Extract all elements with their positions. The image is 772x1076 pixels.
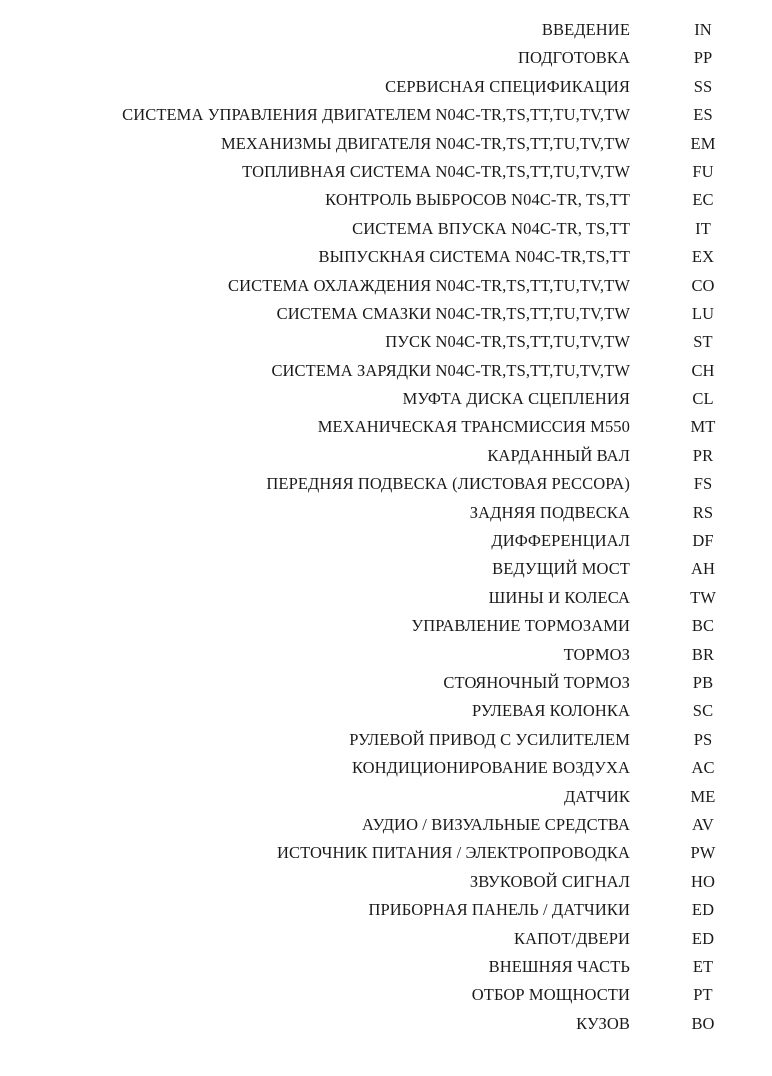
section-code: CH bbox=[691, 360, 715, 380]
toc-entry[interactable] bbox=[0, 896, 772, 924]
section-title: СИСТЕМА ЗАРЯДКИ N04C-TR,TS,TT,TU,TV,TW bbox=[271, 360, 630, 380]
section-title: ДИФФЕРЕНЦИАЛ bbox=[491, 531, 630, 551]
section-code: HO bbox=[690, 871, 716, 891]
section-title: МЕХАНИЧЕСКАЯ ТРАНСМИССИЯ M550 bbox=[317, 417, 630, 437]
section-code: PP bbox=[693, 48, 713, 68]
section-title: СИСТЕМА ОХЛАЖДЕНИЯ N04C-TR,TS,TT,TU,TV,TW bbox=[228, 275, 630, 295]
toc-entry[interactable] bbox=[0, 300, 772, 328]
toc-entry[interactable] bbox=[0, 215, 772, 243]
section-code: PS bbox=[693, 729, 713, 749]
toc-entry[interactable] bbox=[0, 754, 772, 782]
section-title: ПУСК N04C-TR,TS,TT,TU,TV,TW bbox=[385, 332, 630, 352]
section-title: ТОРМОЗ bbox=[563, 644, 630, 664]
section-title: ВЕДУЩИЙ МОСТ bbox=[492, 559, 630, 579]
toc-entry[interactable] bbox=[0, 385, 772, 413]
section-code: PR bbox=[692, 445, 714, 465]
section-code: AV bbox=[692, 814, 714, 834]
section-title: ЗВУКОВОЙ СИГНАЛ bbox=[469, 871, 630, 891]
toc-entry[interactable] bbox=[0, 555, 772, 583]
toc-entry[interactable] bbox=[0, 158, 772, 186]
section-title: ИСТОЧНИК ПИТАНИЯ / ЭЛЕКТРОПРОВОДКА bbox=[276, 843, 630, 863]
section-title: РУЛЕВАЯ КОЛОНКА bbox=[471, 701, 630, 721]
toc-entry[interactable] bbox=[0, 839, 772, 867]
toc-entry[interactable] bbox=[0, 186, 772, 214]
section-code: IT bbox=[695, 218, 711, 238]
toc-entry[interactable] bbox=[0, 669, 772, 697]
section-code: BC bbox=[691, 616, 715, 636]
toc-entry[interactable] bbox=[0, 442, 772, 470]
section-title: РУЛЕВОЙ ПРИВОД С УСИЛИТЕЛЕМ bbox=[349, 729, 630, 749]
toc-entry[interactable] bbox=[0, 641, 772, 669]
section-title: ЗАДНЯЯ ПОДВЕСКА bbox=[469, 502, 630, 522]
section-code: AH bbox=[690, 559, 716, 579]
section-title: КОНТРОЛЬ ВЫБРОСОВ N04C-TR, TS,TT bbox=[325, 190, 630, 210]
section-code: SS bbox=[693, 76, 713, 96]
section-title: УПРАВЛЕНИЕ ТОРМОЗАМИ bbox=[411, 616, 630, 636]
section-code: RS bbox=[692, 502, 714, 522]
section-code: ME bbox=[690, 786, 716, 806]
toc-entry[interactable] bbox=[0, 101, 772, 129]
section-title: МЕХАНИЗМЫ ДВИГАТЕЛЯ N04C-TR,TS,TT,TU,TV,TW bbox=[220, 133, 630, 153]
section-code: TW bbox=[690, 587, 716, 607]
section-code: CL bbox=[692, 389, 714, 409]
section-code: LU bbox=[691, 303, 715, 323]
section-title: СЕРВИСНАЯ СПЕЦИФИКАЦИЯ bbox=[385, 76, 630, 96]
section-title: ВНЕШНЯЯ ЧАСТЬ bbox=[488, 956, 630, 976]
section-title: КОНДИЦИОНИРОВАНИЕ ВОЗДУХА bbox=[351, 758, 630, 778]
section-title: КАРДАННЫЙ ВАЛ bbox=[487, 445, 630, 465]
section-code: FS bbox=[693, 474, 713, 494]
toc-entry[interactable] bbox=[0, 527, 772, 555]
section-title: КУЗОВ bbox=[576, 1013, 630, 1033]
toc-entry[interactable] bbox=[0, 1010, 772, 1038]
section-title: ДАТЧИК bbox=[563, 786, 630, 806]
toc-entry[interactable] bbox=[0, 726, 772, 754]
table-of-contents bbox=[0, 16, 772, 1038]
toc-entry[interactable] bbox=[0, 357, 772, 385]
section-code: ES bbox=[693, 105, 713, 125]
toc-entry[interactable] bbox=[0, 697, 772, 725]
toc-entry[interactable] bbox=[0, 44, 772, 72]
toc-entry[interactable] bbox=[0, 499, 772, 527]
section-title: ПЕРЕДНЯЯ ПОДВЕСКА (ЛИСТОВАЯ РЕССОРА) bbox=[266, 474, 630, 494]
toc-entry[interactable] bbox=[0, 243, 772, 271]
section-title: СТОЯНОЧНЫЙ ТОРМОЗ bbox=[443, 672, 630, 692]
section-code: BO bbox=[691, 1013, 715, 1033]
toc-entry[interactable] bbox=[0, 925, 772, 953]
section-title: ВЫПУСКНАЯ СИСТЕМА N04C-TR,TS,TT bbox=[318, 247, 630, 267]
section-code: PW bbox=[690, 843, 716, 863]
toc-entry[interactable] bbox=[0, 16, 772, 44]
section-title: ПРИБОРНАЯ ПАНЕЛЬ / ДАТЧИКИ bbox=[368, 900, 630, 920]
section-code: IN bbox=[694, 20, 712, 39]
toc-entry[interactable] bbox=[0, 130, 772, 158]
section-title: СИСТЕМА ВПУСКА N04C-TR, TS,TT bbox=[352, 218, 630, 238]
toc-entry[interactable] bbox=[0, 811, 772, 839]
section-title: СИСТЕМА УПРАВЛЕНИЯ ДВИГАТЕЛЕМ N04C-TR,TS,TT,TU,TV,TW bbox=[122, 105, 630, 125]
toc-entry[interactable] bbox=[0, 783, 772, 811]
toc-entry[interactable] bbox=[0, 73, 772, 101]
toc-entry[interactable] bbox=[0, 470, 772, 498]
section-code: ET bbox=[692, 956, 714, 976]
toc-entry[interactable] bbox=[0, 272, 772, 300]
section-code: ED bbox=[691, 928, 715, 948]
section-code: BR bbox=[691, 644, 715, 664]
toc-entry[interactable] bbox=[0, 868, 772, 896]
section-title: ОТБОР МОЩНОСТИ bbox=[471, 985, 630, 1005]
toc-entry[interactable] bbox=[0, 612, 772, 640]
section-title: ПОДГОТОВКА bbox=[517, 48, 630, 68]
section-code: AC bbox=[691, 758, 715, 778]
toc-entry[interactable] bbox=[0, 328, 772, 356]
section-title: АУДИО / ВИЗУАЛЬНЫЕ СРЕДСТВА bbox=[362, 814, 630, 834]
section-code: MT bbox=[690, 417, 716, 437]
section-code: SC bbox=[692, 701, 714, 721]
toc-entry[interactable] bbox=[0, 584, 772, 612]
section-code: PT bbox=[693, 985, 713, 1005]
section-code: EX bbox=[691, 247, 715, 267]
section-title: КАПОТ/ДВЕРИ bbox=[514, 928, 630, 948]
section-code: DF bbox=[692, 531, 714, 551]
section-title: МУФТА ДИСКА СЦЕПЛЕНИЯ bbox=[402, 389, 630, 409]
section-title: ШИНЫ И КОЛЕСА bbox=[488, 587, 630, 607]
section-title: ТОПЛИВНАЯ СИСТЕМА N04C-TR,TS,TT,TU,TV,TW bbox=[242, 161, 630, 181]
section-code: FU bbox=[692, 161, 714, 181]
toc-entry[interactable] bbox=[0, 413, 772, 441]
section-code: PB bbox=[692, 672, 714, 692]
toc-entry[interactable] bbox=[0, 953, 772, 981]
toc-entry[interactable] bbox=[0, 981, 772, 1009]
section-code: CO bbox=[691, 275, 715, 295]
section-title: ВВЕДЕНИЕ bbox=[541, 20, 630, 39]
section-code: ED bbox=[691, 900, 715, 920]
section-code: EC bbox=[692, 190, 714, 210]
section-code: ST bbox=[693, 332, 713, 352]
section-code: EM bbox=[690, 133, 716, 153]
section-title: СИСТЕМА СМАЗКИ N04C-TR,TS,TT,TU,TV,TW bbox=[276, 303, 630, 323]
